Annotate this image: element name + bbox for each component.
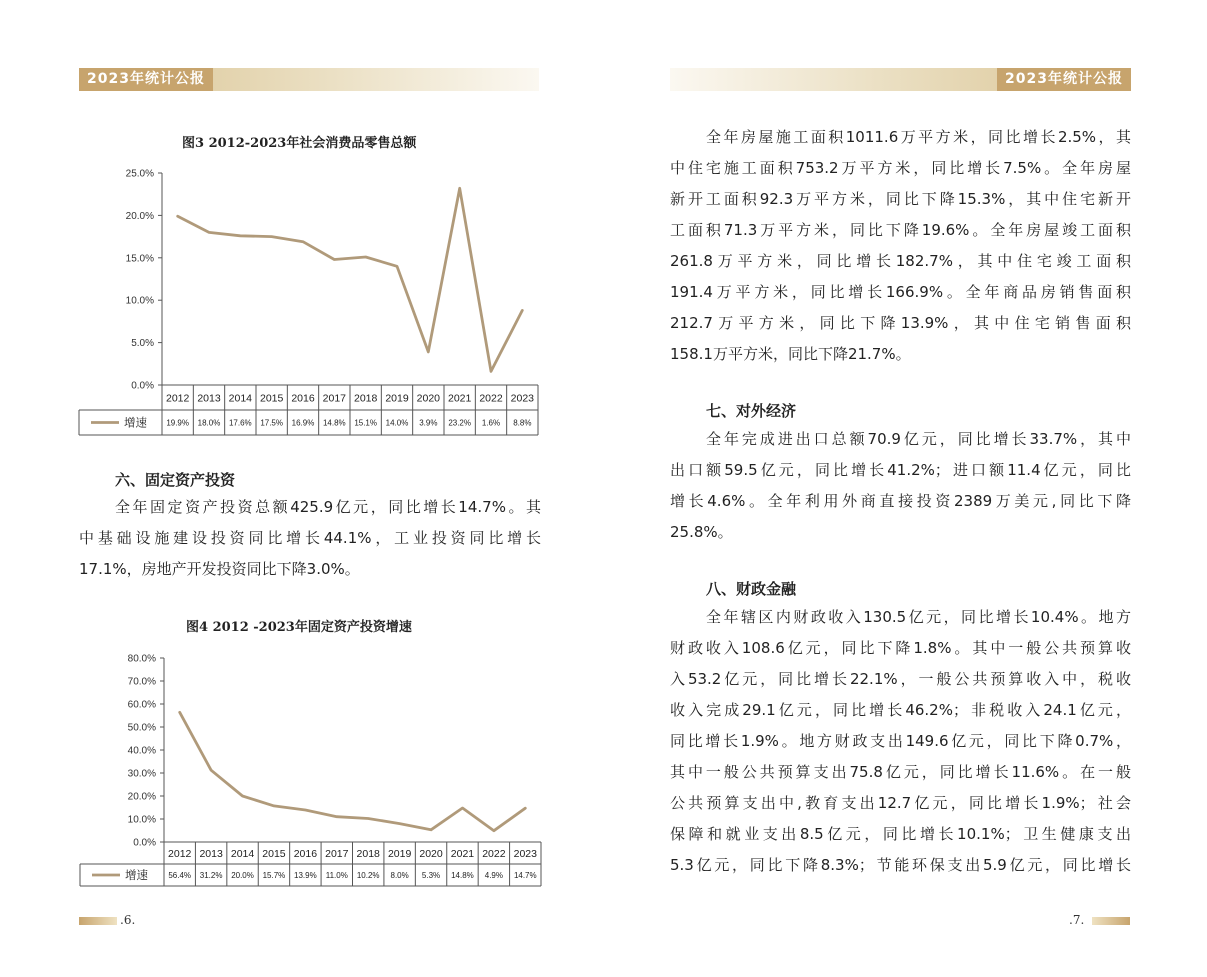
x-category-label: 2022	[479, 392, 503, 405]
right-page	[603, 0, 1207, 977]
y-tick-label: 20.0%	[127, 791, 156, 803]
y-tick-label: 40.0%	[127, 745, 156, 757]
x-category-label: 2012	[168, 848, 192, 860]
text-line: 新开工面积92.3万平方米，同比下降15.3%，其中住宅新开	[670, 190, 1131, 208]
text-line: 全年固定资产投资总额425.9亿元，同比增长14.7%。其	[115, 498, 541, 516]
y-tick-label: 15.0%	[125, 253, 154, 265]
data-value-label: 19.9%	[166, 418, 190, 428]
y-tick-label: 70.0%	[127, 676, 156, 688]
x-category-label: 2020	[416, 392, 441, 405]
text-line: 入53.2亿元，同比增长22.1%，一般公共预算收入中，税收	[670, 670, 1131, 688]
y-tick-label: 50.0%	[127, 722, 156, 734]
x-category-label: 2020	[419, 848, 443, 860]
chart-title-fig3: 图3 2012-2023年社会消费品零售总额	[182, 136, 417, 151]
data-value-label: 10.2%	[356, 871, 380, 880]
text-line: 261.8万平方米，同比增长182.7%，其中住宅竣工面积	[670, 252, 1131, 270]
legend-label: 增速	[124, 417, 147, 430]
text-line: 工面积71.3万平方米，同比下降19.6%。全年房屋竣工面积	[670, 221, 1131, 239]
x-category-label: 2019	[387, 848, 412, 860]
header-title: 2023年统计公报	[997, 68, 1131, 91]
x-category-label: 2019	[385, 392, 409, 405]
data-value-label: 14.7%	[513, 871, 537, 880]
text-line: 25.8%。	[670, 523, 733, 541]
text-line: 158.1万平方米，同比下降21.7%。	[670, 345, 911, 363]
x-category-label: 2018	[356, 848, 380, 860]
x-category-label: 2013	[199, 848, 223, 860]
y-tick-label: 20.0%	[125, 210, 154, 222]
fixed-investment-growth-chart	[0, 0, 603, 900]
text-line: 财政收入108.6亿元，同比下降1.8%。其中一般公共预算收	[670, 639, 1131, 657]
paragraph-finance	[670, 602, 1131, 881]
section-title-finance: 八、财政金融	[706, 580, 797, 598]
text-line: 收入完成29.1亿元，同比增长46.2%；非税收入24.1亿元，	[670, 701, 1131, 719]
x-category-label: 2012	[165, 392, 190, 405]
x-category-label: 2015	[259, 392, 284, 405]
data-value-label: 4.9%	[484, 871, 503, 880]
text-line: 中住宅施工面积753.2万平方米，同比增长7.5%。全年房屋	[670, 159, 1131, 177]
data-value-label: 17.6%	[228, 418, 252, 428]
data-value-label: 15.1%	[354, 418, 378, 428]
text-line: 全年完成进出口总额70.9亿元，同比增长33.7%，其中	[706, 430, 1131, 448]
page-number: .7.	[1069, 913, 1085, 927]
series-line	[180, 712, 526, 830]
x-category-label: 2016	[291, 392, 315, 405]
page-number: .6.	[120, 913, 136, 927]
data-value-label: 14.8%	[451, 871, 474, 880]
text-line: 全年房屋施工面积1011.6万平方米，同比增长2.5%，其	[706, 128, 1131, 146]
section-title-foreign-economy: 七、对外经济	[706, 402, 797, 420]
x-category-label: 2023	[510, 392, 535, 405]
x-category-label: 2017	[325, 848, 349, 860]
x-category-label: 2022	[482, 848, 506, 860]
y-tick-label: 25.0%	[125, 168, 154, 180]
paragraph-housing	[670, 122, 1131, 370]
section-title-fixed-investment: 六、固定资产投资	[115, 471, 236, 489]
data-value-label: 13.9%	[294, 871, 317, 880]
y-tick-label: 80.0%	[127, 653, 156, 665]
text-line: 全年辖区内财政收入130.5亿元，同比增长10.4%。地方	[706, 608, 1131, 626]
y-tick-label: 0.0%	[133, 837, 156, 849]
x-category-label: 2014	[230, 848, 255, 860]
text-line: 191.4万平方米，同比增长166.9%。全年商品房销售面积	[670, 283, 1131, 301]
data-value-label: 8.0%	[390, 871, 409, 880]
y-tick-label: 10.0%	[127, 814, 156, 826]
data-value-label: 31.2%	[199, 871, 223, 880]
y-tick-label: 5.0%	[131, 338, 154, 350]
data-value-label: 20.0%	[231, 871, 254, 880]
x-category-label: 2021	[447, 392, 472, 405]
footer-bar	[79, 917, 117, 925]
header-title: 2023年统计公报	[79, 68, 213, 91]
left-page	[0, 0, 603, 977]
x-category-label: 2014	[228, 392, 253, 405]
chart-title-fig4: 图4 2012 -2023年固定资产投资增速	[186, 620, 412, 635]
text-line: 其中一般公共预算支出75.8亿元，同比增长11.6%。在一般	[670, 763, 1131, 781]
x-category-label: 2021	[450, 848, 475, 860]
data-value-label: 11.0%	[325, 871, 348, 880]
x-category-label: 2018	[353, 392, 378, 405]
data-value-label: 5.3%	[421, 871, 441, 880]
data-value-label: 56.4%	[168, 871, 192, 880]
y-tick-label: 30.0%	[127, 768, 156, 780]
x-category-label: 2013	[197, 392, 221, 405]
data-value-label: 14.8%	[322, 418, 346, 428]
text-line: 5.3亿元，同比下降8.3%；节能环保支出5.9亿元，同比增长	[670, 856, 1131, 874]
header-band	[670, 68, 1131, 91]
footer-bar	[1092, 917, 1130, 925]
text-line: 保障和就业支出8.5亿元，同比增长10.1%；卫生健康支出	[670, 825, 1131, 843]
paragraph-foreign-economy	[670, 424, 1131, 548]
data-value-label: 18.0%	[197, 418, 221, 428]
x-category-label: 2016	[293, 848, 318, 860]
data-value-label: 15.7%	[262, 871, 286, 880]
legend-label: 增速	[125, 870, 148, 882]
data-value-label: 8.8%	[513, 418, 532, 428]
text-line: 公共预算支出中,教育支出12.7亿元，同比增长1.9%；社会	[670, 794, 1131, 812]
text-line: 17.1%，房地产开发投资同比下降3.0%。	[79, 560, 360, 578]
text-line: 212.7万平方米，同比下降13.9%，其中住宅销售面积	[670, 314, 1131, 332]
data-value-label: 1.6%	[481, 418, 501, 428]
text-line: 同比增长1.9%。地方财政支出149.6亿元，同比下降0.7%，	[670, 732, 1131, 750]
data-value-label: 3.9%	[419, 418, 438, 428]
data-value-label: 14.0%	[385, 418, 409, 428]
data-value-label: 23.2%	[448, 418, 472, 428]
data-value-label: 16.9%	[291, 418, 315, 428]
x-category-label: 2023	[513, 848, 537, 860]
y-tick-label: 0.0%	[131, 380, 154, 392]
y-tick-label: 60.0%	[127, 699, 156, 711]
text-line: 增长4.6%。全年利用外商直接投资2389万美元,同比下降	[670, 492, 1131, 510]
text-line: 中基础设施建设投资同比增长44.1%，工业投资同比增长	[79, 529, 541, 547]
data-value-label: 17.5%	[260, 418, 284, 428]
x-category-label: 2015	[262, 848, 286, 860]
y-tick-label: 10.0%	[125, 295, 154, 307]
text-line: 出口额59.5亿元，同比增长41.2%；进口额11.4亿元，同比	[670, 461, 1131, 479]
x-category-label: 2017	[322, 392, 347, 405]
